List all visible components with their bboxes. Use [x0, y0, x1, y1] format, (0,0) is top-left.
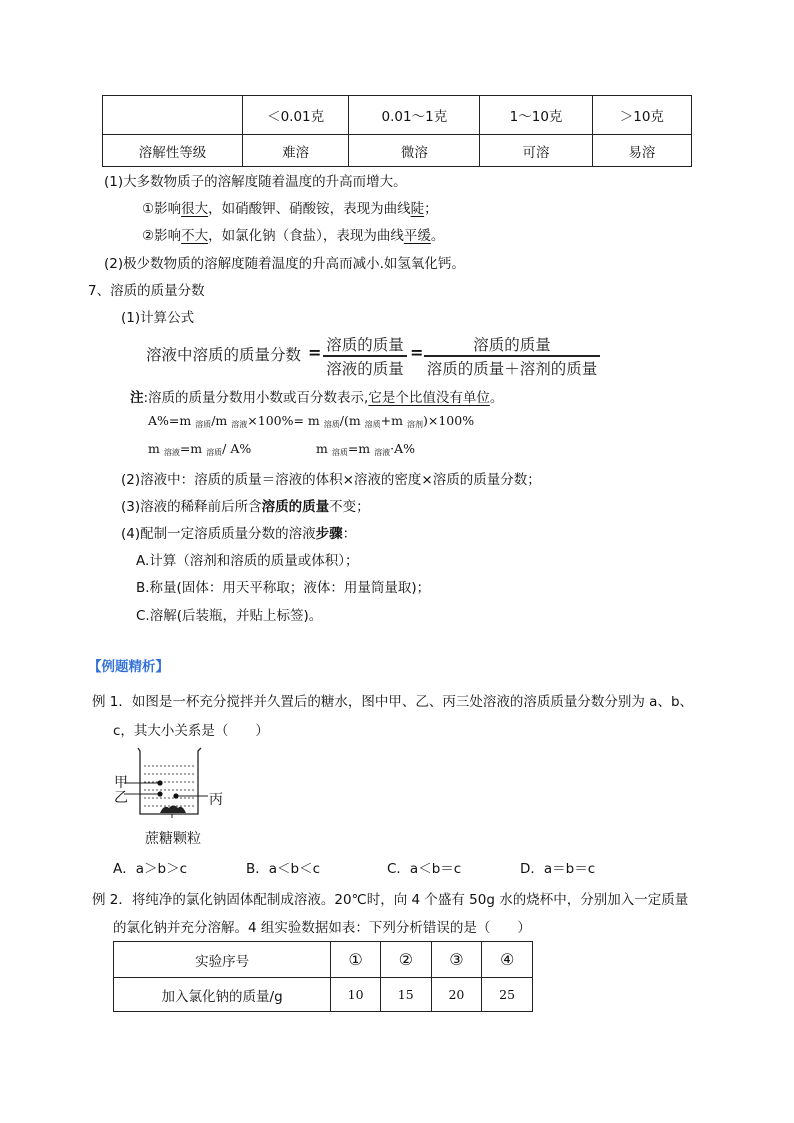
table-cell: 可溶	[480, 135, 592, 167]
figure-caption: 蔗糖颗粒	[145, 831, 201, 847]
example-2-question: 例 2．将纯净的氯化钠固体配制成溶液。20℃时，向 4 个盛有 50g 水的烧杯中，分别加入一定质量	[92, 892, 689, 908]
point-4: (4)配制一定溶质质量分数的溶液步骤：	[121, 526, 357, 542]
option-c[interactable]: C．a＜b＝c	[387, 861, 462, 877]
table-cell: 微溶	[349, 135, 480, 167]
equals-sign: =	[410, 343, 424, 362]
example-section-header: 【例题精析】	[88, 659, 169, 675]
label-yi: 乙	[114, 790, 128, 806]
table-cell: 10	[331, 978, 381, 1012]
table-cell: 25	[482, 978, 533, 1012]
paragraph-1b: ②影响不大，如氯化钠（食盐），表现为曲线平缓。	[142, 228, 445, 244]
table-cell: 加入氯化钠的质量/g	[114, 978, 331, 1012]
table-header-cell: ④	[482, 942, 533, 978]
example-1-question-cont: c，其大小关系是（ ）	[113, 723, 269, 739]
fraction2-numerator: 溶质的质量	[473, 336, 551, 354]
table-header-cell	[103, 96, 243, 135]
table-cell: 溶解性等级	[103, 135, 243, 167]
formula-line-a: A%=m $_{溶质}$/m $_{溶液}$×100%= m $_{溶质}$/(m $_{溶质}$+m $_{溶剂}$)×100%	[148, 413, 475, 429]
calc-formula-title: (1)计算公式	[121, 310, 195, 326]
paragraph-1a: ①影响很大，如硝酸钾、硝酸铵，表现为曲线陡；	[142, 201, 438, 217]
fraction1-numerator: 溶质的质量	[326, 336, 404, 354]
example-2-question-cont: 的氯化钠并充分溶解。4 组实验数据如表：下列分析错误的是（ ）	[113, 920, 531, 936]
step-b: B.称量(固体：用天平称取；液体：用量筒量取)；	[136, 580, 431, 596]
formula-line-b2: m $_{溶质}$=m $_{溶液}$·A%	[316, 441, 416, 457]
option-d[interactable]: D．a＝b＝c	[520, 861, 596, 877]
formula-line-b1: m $_{溶液}$=m $_{溶质}$/ A%	[148, 441, 252, 457]
section-heading-7: 7、溶质的质量分数	[88, 283, 205, 299]
table-header-cell: 实验序号	[114, 942, 331, 978]
point-3: (3)溶液的稀释前后所含溶质的质量不变；	[121, 499, 370, 515]
table-header-cell: 0.01～1克	[349, 96, 480, 135]
step-c: C.溶解(后装瓶，并贴上标签)。	[136, 608, 323, 624]
table-header-cell: ①	[331, 942, 381, 978]
option-a[interactable]: A．a＞b＞c	[113, 861, 187, 877]
label-bing: 丙	[209, 792, 223, 808]
formula-lhs: 溶液中溶质的质量分数	[146, 346, 302, 364]
experiment-table	[113, 941, 533, 1012]
table-cell: 20	[431, 978, 482, 1012]
table-header-cell: ＞10克	[592, 96, 691, 135]
point-2: (2)溶液中：溶质的质量＝溶液的体积×溶液的密度×溶质的质量分数；	[121, 472, 541, 488]
table-cell: 15	[380, 978, 431, 1012]
step-a: A.计算（溶剂和溶质的质量或体积）；	[136, 553, 359, 569]
note-line: 注:溶质的质量分数用小数或百分数表示,它是个比值没有单位。	[130, 390, 504, 406]
table-header-cell: ②	[380, 942, 431, 978]
fraction1-denominator: 溶液的质量	[326, 360, 404, 378]
paragraph-1: (1)大多数物质子的溶解度随着温度的升高而增大。	[104, 174, 407, 190]
label-jia: 甲	[114, 775, 128, 791]
option-b[interactable]: B．a＜b＜c	[246, 861, 321, 877]
example-1-question: 例 1．如图是一杯充分搅拌并久置后的糖水，图中甲、乙、丙三处溶液的溶质质量分数分别为 a、b、	[92, 694, 694, 710]
table-header-cell: ③	[431, 942, 482, 978]
paragraph-2: (2)极少数物质的溶解度随着温度的升高而减小.如氢氧化钙。	[104, 256, 465, 272]
table-cell: 难溶	[242, 135, 348, 167]
table-header-cell: ＜0.01克	[242, 96, 348, 135]
fraction2-denominator: 溶质的质量＋溶剂的质量	[426, 360, 598, 378]
table-header-cell: 1～10克	[480, 96, 592, 135]
equals-sign: =	[308, 343, 322, 362]
table-cell: 易溶	[592, 135, 691, 167]
solubility-table	[102, 95, 692, 167]
